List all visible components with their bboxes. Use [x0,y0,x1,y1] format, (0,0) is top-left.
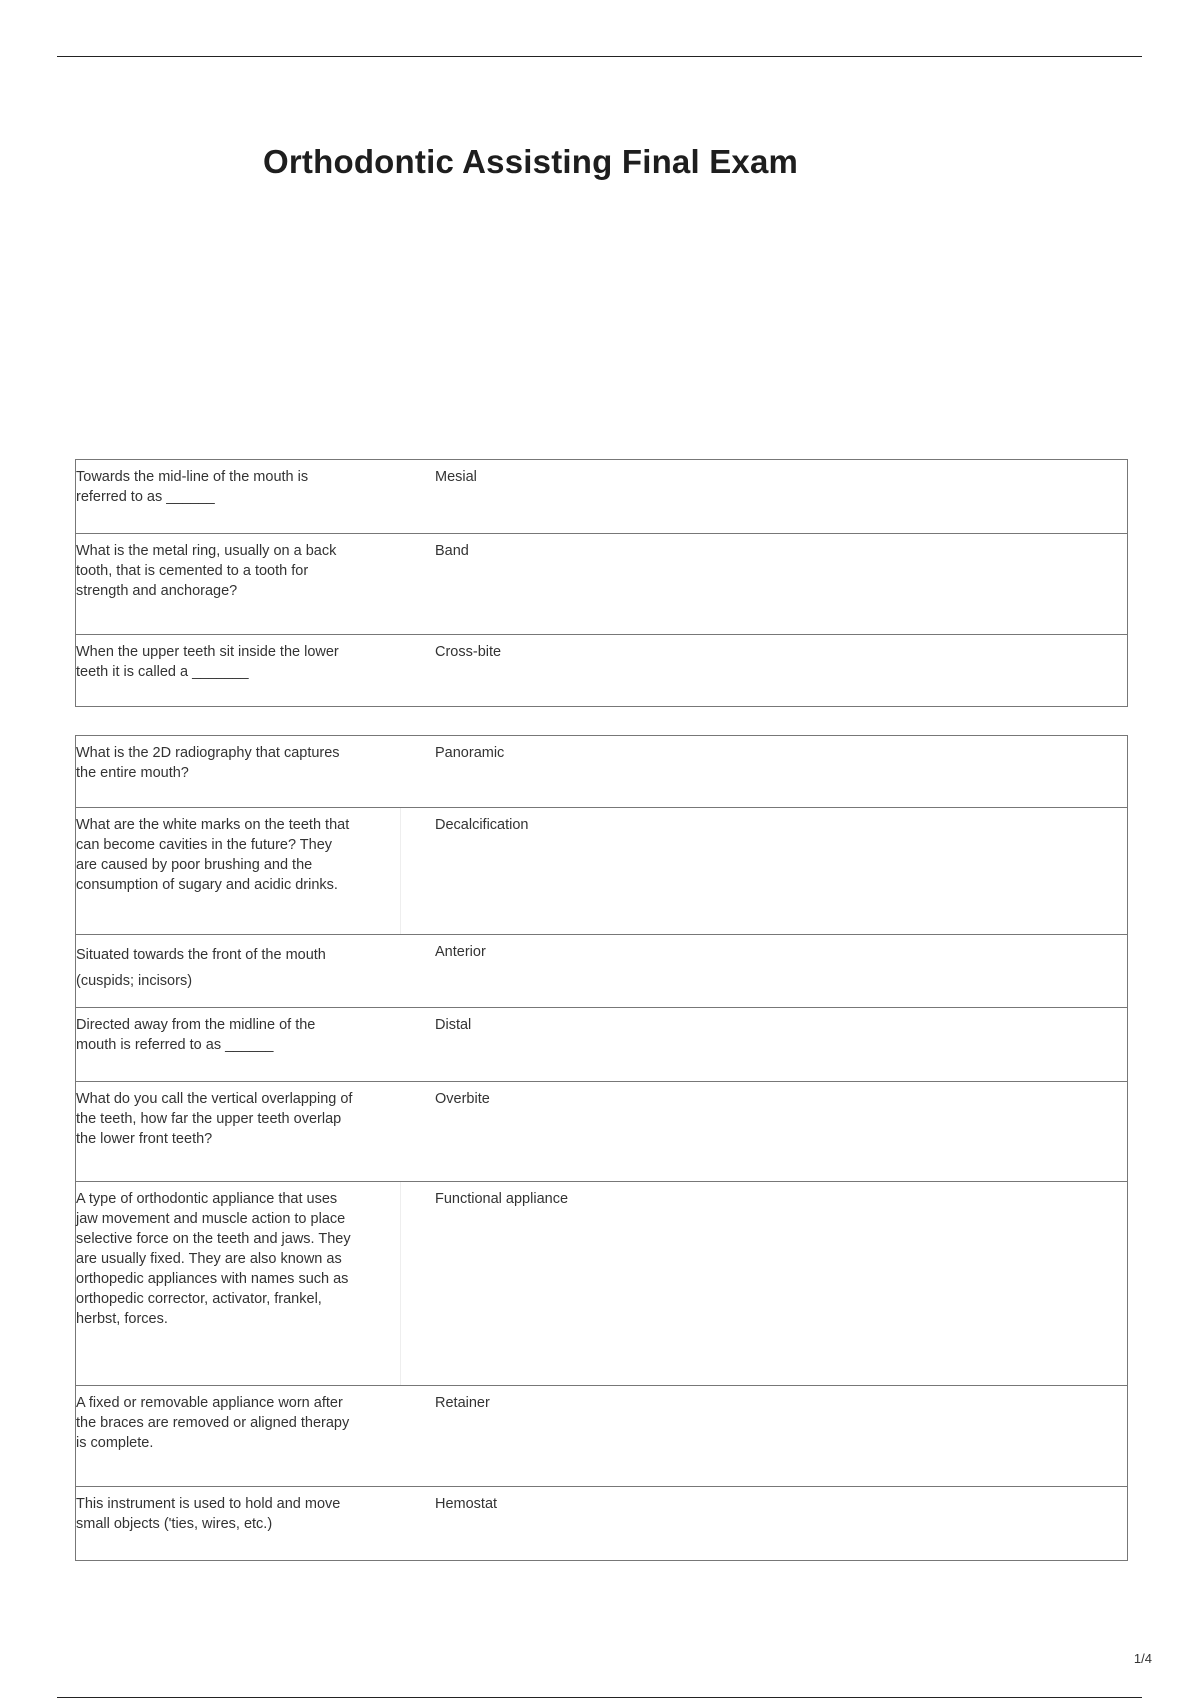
question-text: Towards the mid-line of the mouth is referred to as ______ [76,469,309,505]
table-row [76,1385,1127,1486]
answer-text: Overbite [435,1091,490,1107]
question-text: Directed away from the midline of the mouth is referred to as ______ [76,1017,316,1053]
answer-text: Distal [435,1017,472,1033]
bottom-rule [57,1697,1142,1698]
table-row [76,934,1127,1007]
answer-text: Mesial [435,469,477,485]
qa-table-1 [75,459,1128,707]
answer-text: Decalcification [435,817,529,833]
question-text: What are the white marks on the teeth that can become cavities in the future? They are caused by poor brushing and the consumption of sugary and acidic drinks. [76,808,401,934]
table-row [76,736,1127,807]
answer-text: Panoramic [435,745,505,761]
answer-text: Anterior [435,944,486,960]
question-text: A fixed or removable appliance worn after the braces are removed or aligned therapy is complete. [76,1395,350,1451]
qa-table-2 [75,735,1128,1561]
question-text: When the upper teeth sit inside the lower teeth it is called a _______ [76,644,339,680]
page-title: Orthodontic Assisting Final Exam [263,143,799,180]
answer-text: Retainer [435,1395,490,1411]
table-row [76,533,1127,634]
question-text: Situated towards the front of the mouth (cuspids; incisors) [76,947,326,989]
table-row [76,460,1127,533]
table-row [76,807,1127,934]
question-text: What is the metal ring, usually on a back tooth, that is cemented to a tooth for strength and anchorage? [76,543,337,599]
question-text: What do you call the vertical overlapping of the teeth, how far the upper teeth overlap the lower front teeth? [76,1091,353,1147]
page-number: 1/4 [1133,1651,1152,1666]
answer-text: Hemostat [435,1496,498,1512]
table-row [76,1181,1127,1385]
answer-text: Cross-bite [435,644,502,660]
question-text: A type of orthodontic appliance that uses jaw movement and muscle action to place selective force on the teeth and jaws. They are usually fixed. They are also known as orthopedic appliances with names such as orthopedic corrector, activator, frankel, herbst, forces. [76,1182,401,1385]
table-row [76,634,1127,706]
question-text: What is the 2D radiography that captures the entire mouth? [76,745,340,781]
top-rule [57,56,1142,57]
answer-text: Band [435,543,469,559]
table-row [76,1007,1127,1081]
table-row [76,1081,1127,1181]
question-text: This instrument is used to hold and move small objects ('ties, wires, etc.) [76,1496,341,1532]
answer-text: Functional appliance [435,1191,569,1207]
table-row [76,1486,1127,1560]
